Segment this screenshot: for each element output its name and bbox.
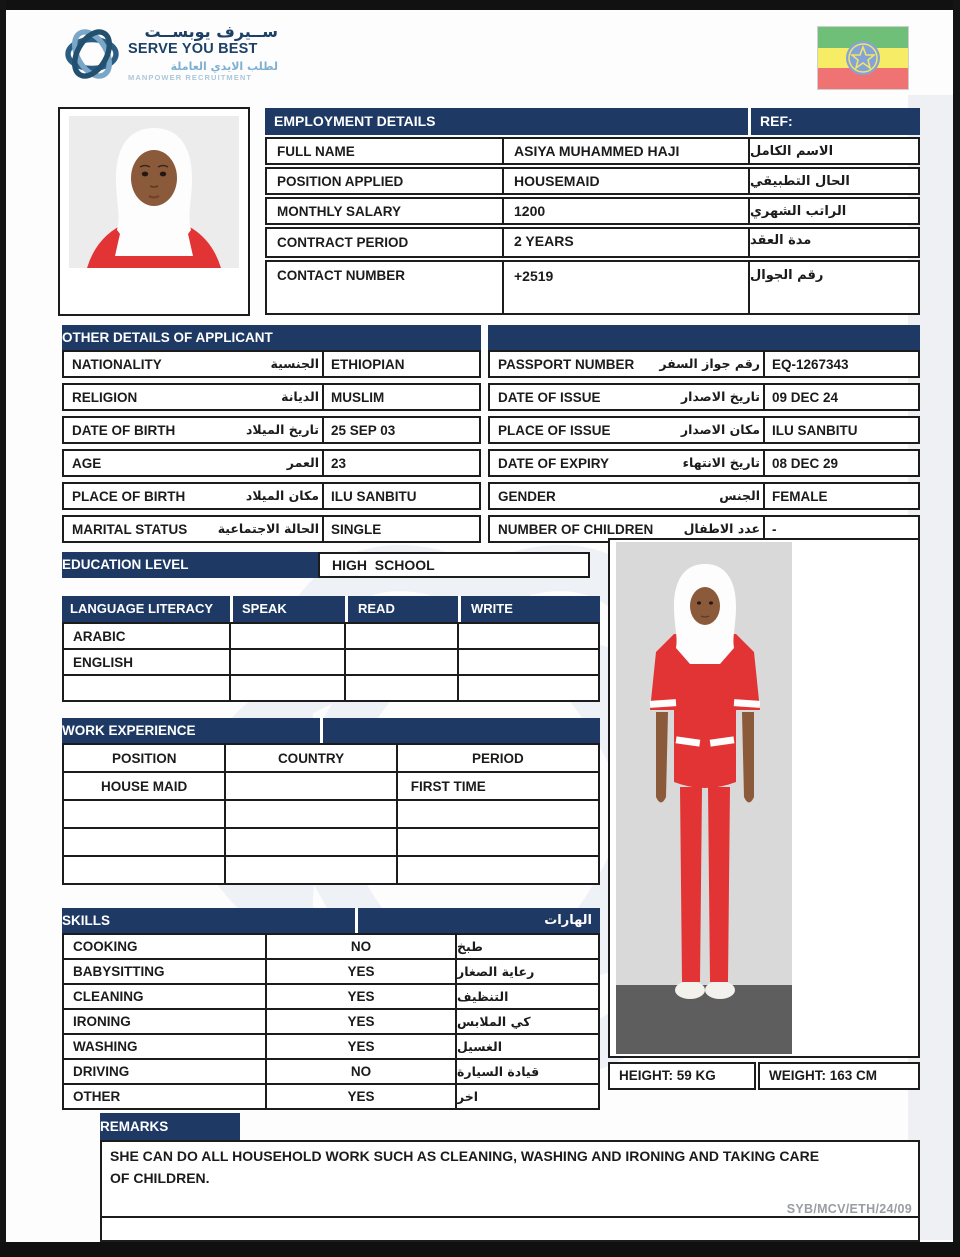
work-experience-title: WORK EXPERIENCE bbox=[62, 723, 196, 738]
column-header: SPEAK bbox=[242, 601, 287, 616]
work-country bbox=[224, 799, 397, 829]
field-label-arabic: الحالة الاجتماعية bbox=[217, 521, 319, 536]
skill-name: WASHING bbox=[62, 1033, 267, 1060]
column-header: POSITION bbox=[62, 743, 226, 773]
header-divider bbox=[230, 596, 233, 622]
field-value: - bbox=[763, 515, 920, 543]
work-row bbox=[62, 799, 600, 829]
read-cell bbox=[344, 622, 459, 650]
skill-row bbox=[62, 958, 600, 985]
applicant-portrait-photo bbox=[58, 107, 250, 316]
work-position: HOUSE MAID bbox=[62, 771, 226, 801]
detail-row bbox=[488, 416, 920, 444]
education-level-label: EDUCATION LEVEL bbox=[62, 552, 318, 578]
header-divider bbox=[320, 718, 323, 743]
work-row bbox=[62, 827, 600, 857]
ref-label: REF: bbox=[760, 113, 793, 129]
column-header: WRITE bbox=[471, 601, 513, 616]
language-name bbox=[62, 674, 231, 702]
field-label-arabic: الراتب الشهري bbox=[750, 197, 920, 225]
field-label-arabic: رقم جواز السفر bbox=[659, 356, 760, 371]
column-header: COUNTRY bbox=[224, 743, 397, 773]
scan-border-bottom bbox=[0, 1242, 960, 1257]
language-row bbox=[62, 622, 600, 650]
field-label: CONTACT NUMBER bbox=[265, 260, 502, 315]
column-header: READ bbox=[358, 601, 395, 616]
field-label-arabic: الجنس bbox=[719, 488, 760, 503]
skill-name-arabic: الغسيل bbox=[455, 1033, 600, 1060]
language-row bbox=[62, 648, 600, 676]
field-value: 1200 bbox=[502, 197, 750, 225]
remarks-text: SHE CAN DO ALL HOUSEHOLD WORK SUCH AS CLEANING, WASHING AND IRONING AND TAKING CARE OF CHILDREN. bbox=[110, 1148, 820, 1186]
field-value: FEMALE bbox=[763, 482, 920, 510]
work-header-row bbox=[62, 743, 600, 773]
speak-cell bbox=[229, 674, 346, 702]
skill-name-arabic: قيادة السيارة bbox=[455, 1058, 600, 1085]
logo-tagline: MANPOWER RECRUITMENT bbox=[128, 73, 253, 82]
field-value: ILU SANBITU bbox=[322, 482, 481, 510]
education-level-value: HIGH SCHOOL bbox=[318, 552, 590, 578]
skill-name: OTHER bbox=[62, 1083, 267, 1110]
field-value: MUSLIM bbox=[322, 383, 481, 411]
work-row bbox=[62, 855, 600, 885]
field-label: POSITION APPLIED bbox=[265, 167, 502, 195]
work-period bbox=[396, 799, 600, 829]
scan-border-left bbox=[0, 0, 6, 1257]
field-label-arabic: تاريخ الانتهاء bbox=[682, 455, 760, 470]
field-value: 23 bbox=[322, 449, 481, 477]
field-label-arabic: العمر bbox=[286, 455, 319, 470]
field-label-arabic: الاسم الكامل bbox=[750, 137, 920, 165]
skills-title-arabic: الهارات bbox=[544, 913, 592, 928]
detail-row bbox=[488, 383, 920, 411]
skill-name: CLEANING bbox=[62, 983, 267, 1010]
skill-value: YES bbox=[265, 1083, 457, 1110]
detail-row bbox=[62, 416, 481, 444]
skill-row bbox=[62, 1008, 600, 1035]
write-cell bbox=[457, 622, 600, 650]
work-period: FIRST TIME bbox=[396, 771, 600, 801]
field-value: SINGLE bbox=[322, 515, 481, 543]
skill-name: IRONING bbox=[62, 1008, 267, 1035]
speak-cell bbox=[229, 622, 346, 650]
field-label-arabic: عدد الاطفال bbox=[683, 521, 760, 536]
employment-details-header bbox=[265, 108, 920, 135]
header-divider bbox=[458, 596, 461, 622]
logo-arabic-tagline: لطلب الايدي العاملة bbox=[170, 60, 278, 73]
skill-row bbox=[62, 983, 600, 1010]
field-label: NATIONALITY bbox=[72, 357, 162, 372]
field-label-arabic: مدة العقد bbox=[750, 227, 920, 258]
remarks-box bbox=[100, 1140, 920, 1242]
skill-value: YES bbox=[265, 958, 457, 985]
read-cell bbox=[344, 648, 459, 676]
logo-text-block bbox=[128, 22, 278, 82]
field-label-arabic: تاريخ الاصدار bbox=[680, 389, 760, 404]
header-divider bbox=[345, 596, 348, 622]
language-name: ENGLISH bbox=[62, 648, 231, 676]
document-code: SYB/MCV/ETH/24/09 bbox=[786, 1202, 912, 1216]
speak-cell bbox=[229, 648, 346, 676]
work-period bbox=[396, 827, 600, 857]
column-header: PERIOD bbox=[396, 743, 600, 773]
other-details-header: OTHER DETAILS OF APPLICANT bbox=[62, 325, 481, 350]
detail-row bbox=[62, 350, 481, 378]
field-label: PLACE OF ISSUE bbox=[498, 423, 611, 438]
work-experience-header bbox=[62, 718, 600, 743]
field-label: MONTHLY SALARY bbox=[265, 197, 502, 225]
field-value: 25 SEP 03 bbox=[322, 416, 481, 444]
detail-row bbox=[62, 449, 481, 477]
language-literacy-header bbox=[62, 596, 600, 622]
field-value: ILU SANBITU bbox=[763, 416, 920, 444]
employment-row bbox=[265, 260, 920, 315]
skill-row bbox=[62, 1033, 600, 1060]
skill-name-arabic: طبخ bbox=[455, 933, 600, 960]
work-country bbox=[224, 771, 397, 801]
detail-row bbox=[488, 350, 920, 378]
height-value: HEIGHT: 59 KG bbox=[608, 1062, 756, 1090]
language-row bbox=[62, 674, 600, 702]
detail-row bbox=[62, 383, 481, 411]
field-label: PLACE OF BIRTH bbox=[72, 489, 186, 504]
skill-name-arabic: اخر bbox=[455, 1083, 600, 1110]
skill-name-arabic: رعاية الصغار bbox=[455, 958, 600, 985]
work-row bbox=[62, 771, 600, 801]
field-label: PASSPORT NUMBER bbox=[498, 357, 635, 372]
field-label: CONTRACT PERIOD bbox=[265, 227, 502, 258]
logo-name: SERVE YOU BEST bbox=[128, 41, 258, 57]
skill-value: NO bbox=[265, 1058, 457, 1085]
field-value: ETHIOPIAN bbox=[322, 350, 481, 378]
column-header: LANGUAGE LITERACY bbox=[70, 601, 213, 616]
work-country bbox=[224, 855, 397, 885]
read-cell bbox=[344, 674, 459, 702]
applicant-fullbody-photo bbox=[608, 538, 920, 1058]
field-label: AGE bbox=[72, 456, 102, 471]
work-country bbox=[224, 827, 397, 857]
skill-value: YES bbox=[265, 1033, 457, 1060]
logo-knot-icon bbox=[62, 24, 122, 84]
employment-row bbox=[265, 137, 920, 165]
field-label-arabic: الحال التطبيقي bbox=[750, 167, 920, 195]
logo-arabic-name: ســيرف يوبســت bbox=[144, 22, 278, 41]
field-value: EQ-1267343 bbox=[763, 350, 920, 378]
field-label-arabic: الجنسية bbox=[270, 356, 319, 371]
skill-name-arabic: التنظيف bbox=[455, 983, 600, 1010]
skill-row bbox=[62, 1083, 600, 1110]
field-label: NUMBER OF CHILDREN bbox=[498, 522, 654, 537]
field-label-arabic: مكان الاصدار bbox=[680, 422, 760, 437]
detail-row bbox=[488, 449, 920, 477]
employment-row bbox=[265, 227, 920, 258]
field-label: DATE OF EXPIRY bbox=[498, 456, 610, 471]
scan-border-right bbox=[953, 0, 960, 1257]
skill-name-arabic: كي الملابس bbox=[455, 1008, 600, 1035]
employment-row bbox=[265, 167, 920, 195]
field-label: FULL NAME bbox=[265, 137, 502, 165]
write-cell bbox=[457, 674, 600, 702]
field-label: RELIGION bbox=[72, 390, 138, 405]
skill-value: YES bbox=[265, 1008, 457, 1035]
field-label: MARITAL STATUS bbox=[72, 522, 188, 537]
employment-details-title: EMPLOYMENT DETAILS bbox=[274, 113, 436, 129]
skill-value: NO bbox=[265, 933, 457, 960]
detail-row bbox=[488, 482, 920, 510]
skill-value: YES bbox=[265, 983, 457, 1010]
field-value: 2 YEARS bbox=[502, 227, 750, 258]
field-label-arabic: رقم الجوال bbox=[750, 260, 920, 315]
weight-value: WEIGHT: 163 CM bbox=[758, 1062, 920, 1090]
header-divider bbox=[748, 108, 751, 135]
skill-row bbox=[62, 1058, 600, 1085]
work-position bbox=[62, 855, 226, 885]
header-divider bbox=[355, 908, 358, 933]
skill-name: COOKING bbox=[62, 933, 267, 960]
ethiopia-flag-icon bbox=[818, 27, 908, 89]
field-value: 09 DEC 24 bbox=[763, 383, 920, 411]
remarks-divider bbox=[102, 1216, 918, 1218]
field-label-arabic: الديانة bbox=[281, 389, 319, 404]
employment-row bbox=[265, 197, 920, 225]
skill-name: DRIVING bbox=[62, 1058, 267, 1085]
field-value: HOUSEMAID bbox=[502, 167, 750, 195]
work-position bbox=[62, 799, 226, 829]
work-position bbox=[62, 827, 226, 857]
skill-row bbox=[62, 933, 600, 960]
field-label: GENDER bbox=[498, 489, 556, 504]
field-label: DATE OF ISSUE bbox=[498, 390, 601, 405]
field-label-arabic: مكان الميلاد bbox=[245, 488, 319, 503]
skills-title: SKILLS bbox=[62, 913, 111, 928]
detail-row bbox=[62, 515, 481, 543]
work-period bbox=[396, 855, 600, 885]
remarks-header: REMARKS bbox=[100, 1113, 240, 1140]
detail-row bbox=[62, 482, 481, 510]
field-label-arabic: تاريخ الميلاد bbox=[245, 422, 319, 437]
language-name: ARABIC bbox=[62, 622, 231, 650]
skills-header bbox=[62, 908, 600, 933]
scan-border-top bbox=[0, 0, 960, 10]
field-value: 08 DEC 29 bbox=[763, 449, 920, 477]
other-details-header-right bbox=[488, 325, 920, 350]
write-cell bbox=[457, 648, 600, 676]
skill-name: BABYSITTING bbox=[62, 958, 267, 985]
field-label: DATE OF BIRTH bbox=[72, 423, 176, 438]
field-value: ASIYA MUHAMMED HAJI bbox=[502, 137, 750, 165]
field-value: +2519 bbox=[502, 260, 750, 315]
